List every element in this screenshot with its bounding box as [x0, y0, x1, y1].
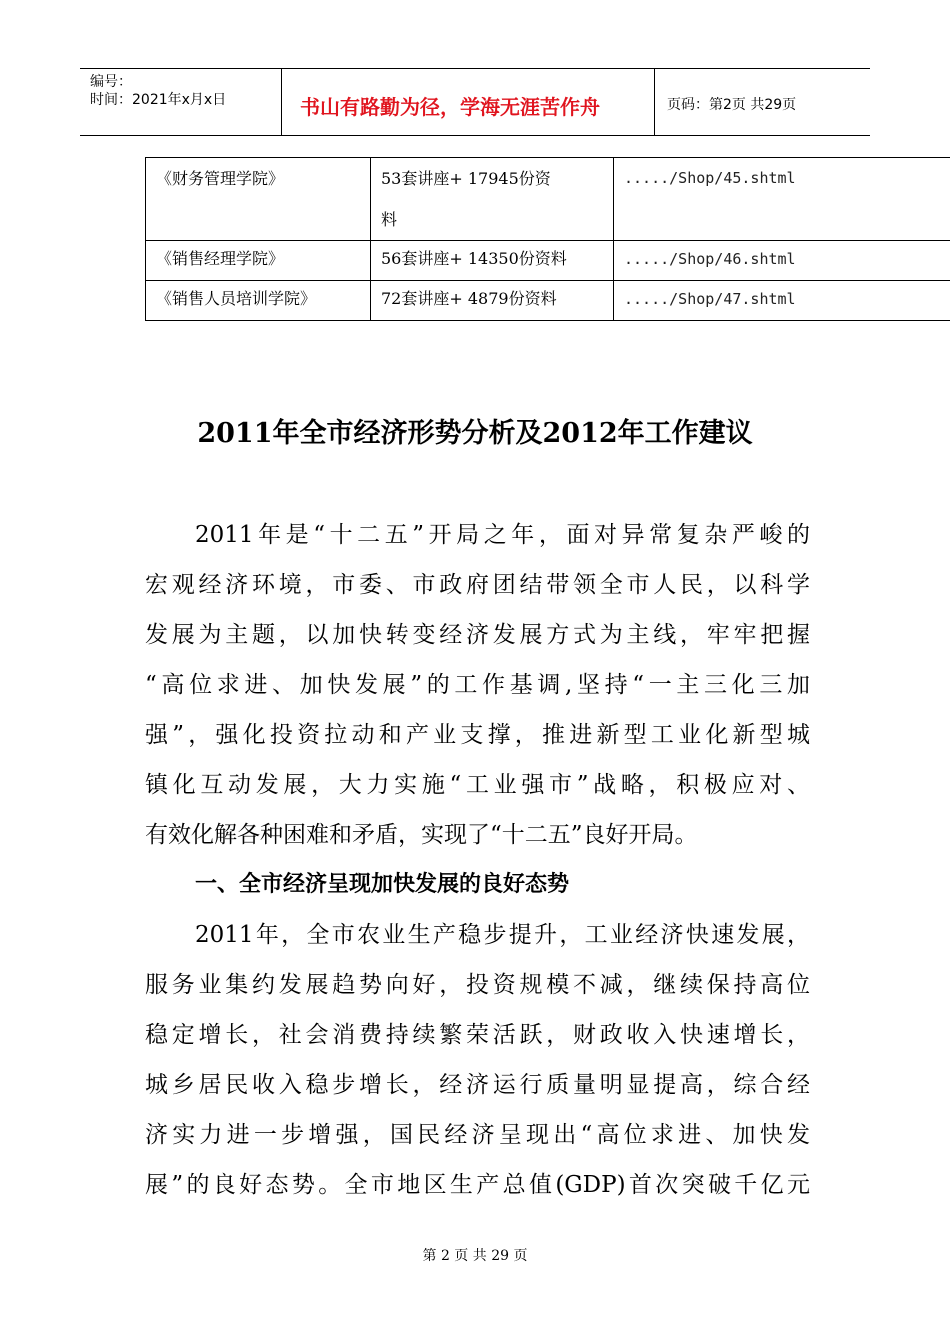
- paragraph-line: 发展为主题，以加快转变经济发展方式为主线，牢牢把握: [145, 622, 810, 648]
- page-footer: 第 2 页 共 29 页: [422, 1248, 528, 1264]
- table-row: [146, 158, 950, 241]
- course-content: [371, 158, 614, 241]
- document-title: 2011年全市经济形势分析及2012年工作建议: [197, 418, 753, 449]
- section-heading: 一、全市经济呈现加快发展的良好态势: [195, 872, 570, 897]
- paragraph-line: 有效化解各种困难和矛盾，实现了“十二五”良好开局。: [145, 822, 698, 848]
- course-content: 56套讲座+ 14350份资料: [371, 241, 614, 281]
- paragraph-line: 2011年，全市农业生产稳步提升，工业经济快速发展，: [195, 922, 810, 948]
- motto-text: 书山有路勤为径，学海无涯苦作舟: [300, 95, 600, 119]
- header-meta-cell: [80, 69, 282, 135]
- paragraph-intro: [145, 510, 810, 860]
- page-info: 页码：第2页 共29页: [667, 97, 797, 113]
- course-content: 72套讲座+ 4879份资料: [371, 281, 614, 321]
- paragraph-line: 稳定增长，社会消费持续繁荣活跃，财政收入快速增长，: [145, 1022, 810, 1048]
- table-row: [146, 281, 950, 321]
- course-link[interactable]: ...../Shop/47.shtml: [614, 281, 950, 321]
- course-name: 《财务管理学院》: [146, 158, 371, 241]
- paragraph-line: 城乡居民收入稳步增长，经济运行质量明显提高，综合经: [145, 1072, 810, 1098]
- course-name: 《销售人员培训学院》: [146, 281, 371, 321]
- paragraph-line: “高位求进、加快发展”的工作基调,坚持“一主三化三加: [145, 672, 810, 698]
- header-motto-cell: [282, 69, 655, 135]
- paragraph-line: 展”的良好态势。全市地区生产总值(GDP)首次突破千亿元: [145, 1172, 810, 1198]
- paragraph-line: 2011年是“十二五”开局之年，面对异常复杂严峻的: [195, 522, 810, 548]
- resource-table: [145, 157, 950, 321]
- paragraph-line: 服务业集约发展趋势向好，投资规模不减，继续保持高位: [145, 972, 810, 998]
- paragraph-line: 济实力进一步增强，国民经济呈现出“高位求进、加快发: [145, 1122, 810, 1148]
- course-content-line: 53套讲座+ 17945份资: [381, 169, 551, 188]
- date-label: 时间：2021年x月x日: [90, 92, 227, 108]
- course-name: 《销售经理学院》: [146, 241, 371, 281]
- paragraph-line: 镇化互动发展，大力实施“工业强市”战略，积极应对、: [145, 772, 810, 798]
- paragraph-line: 强”，强化投资拉动和产业支撑，推进新型工业化新型城: [145, 722, 810, 748]
- header-page-cell: [655, 69, 870, 135]
- paragraph-section1: [145, 910, 810, 1210]
- course-link[interactable]: ...../Shop/45.shtml: [614, 158, 950, 241]
- number-label: 编号：: [90, 74, 132, 90]
- course-content-line: 料: [381, 210, 398, 229]
- page-header: [80, 68, 870, 136]
- table-row: [146, 241, 950, 281]
- paragraph-line: 宏观经济环境，市委、市政府团结带领全市人民，以科学: [145, 572, 810, 598]
- course-link[interactable]: ...../Shop/46.shtml: [614, 241, 950, 281]
- article-body: [145, 510, 810, 1210]
